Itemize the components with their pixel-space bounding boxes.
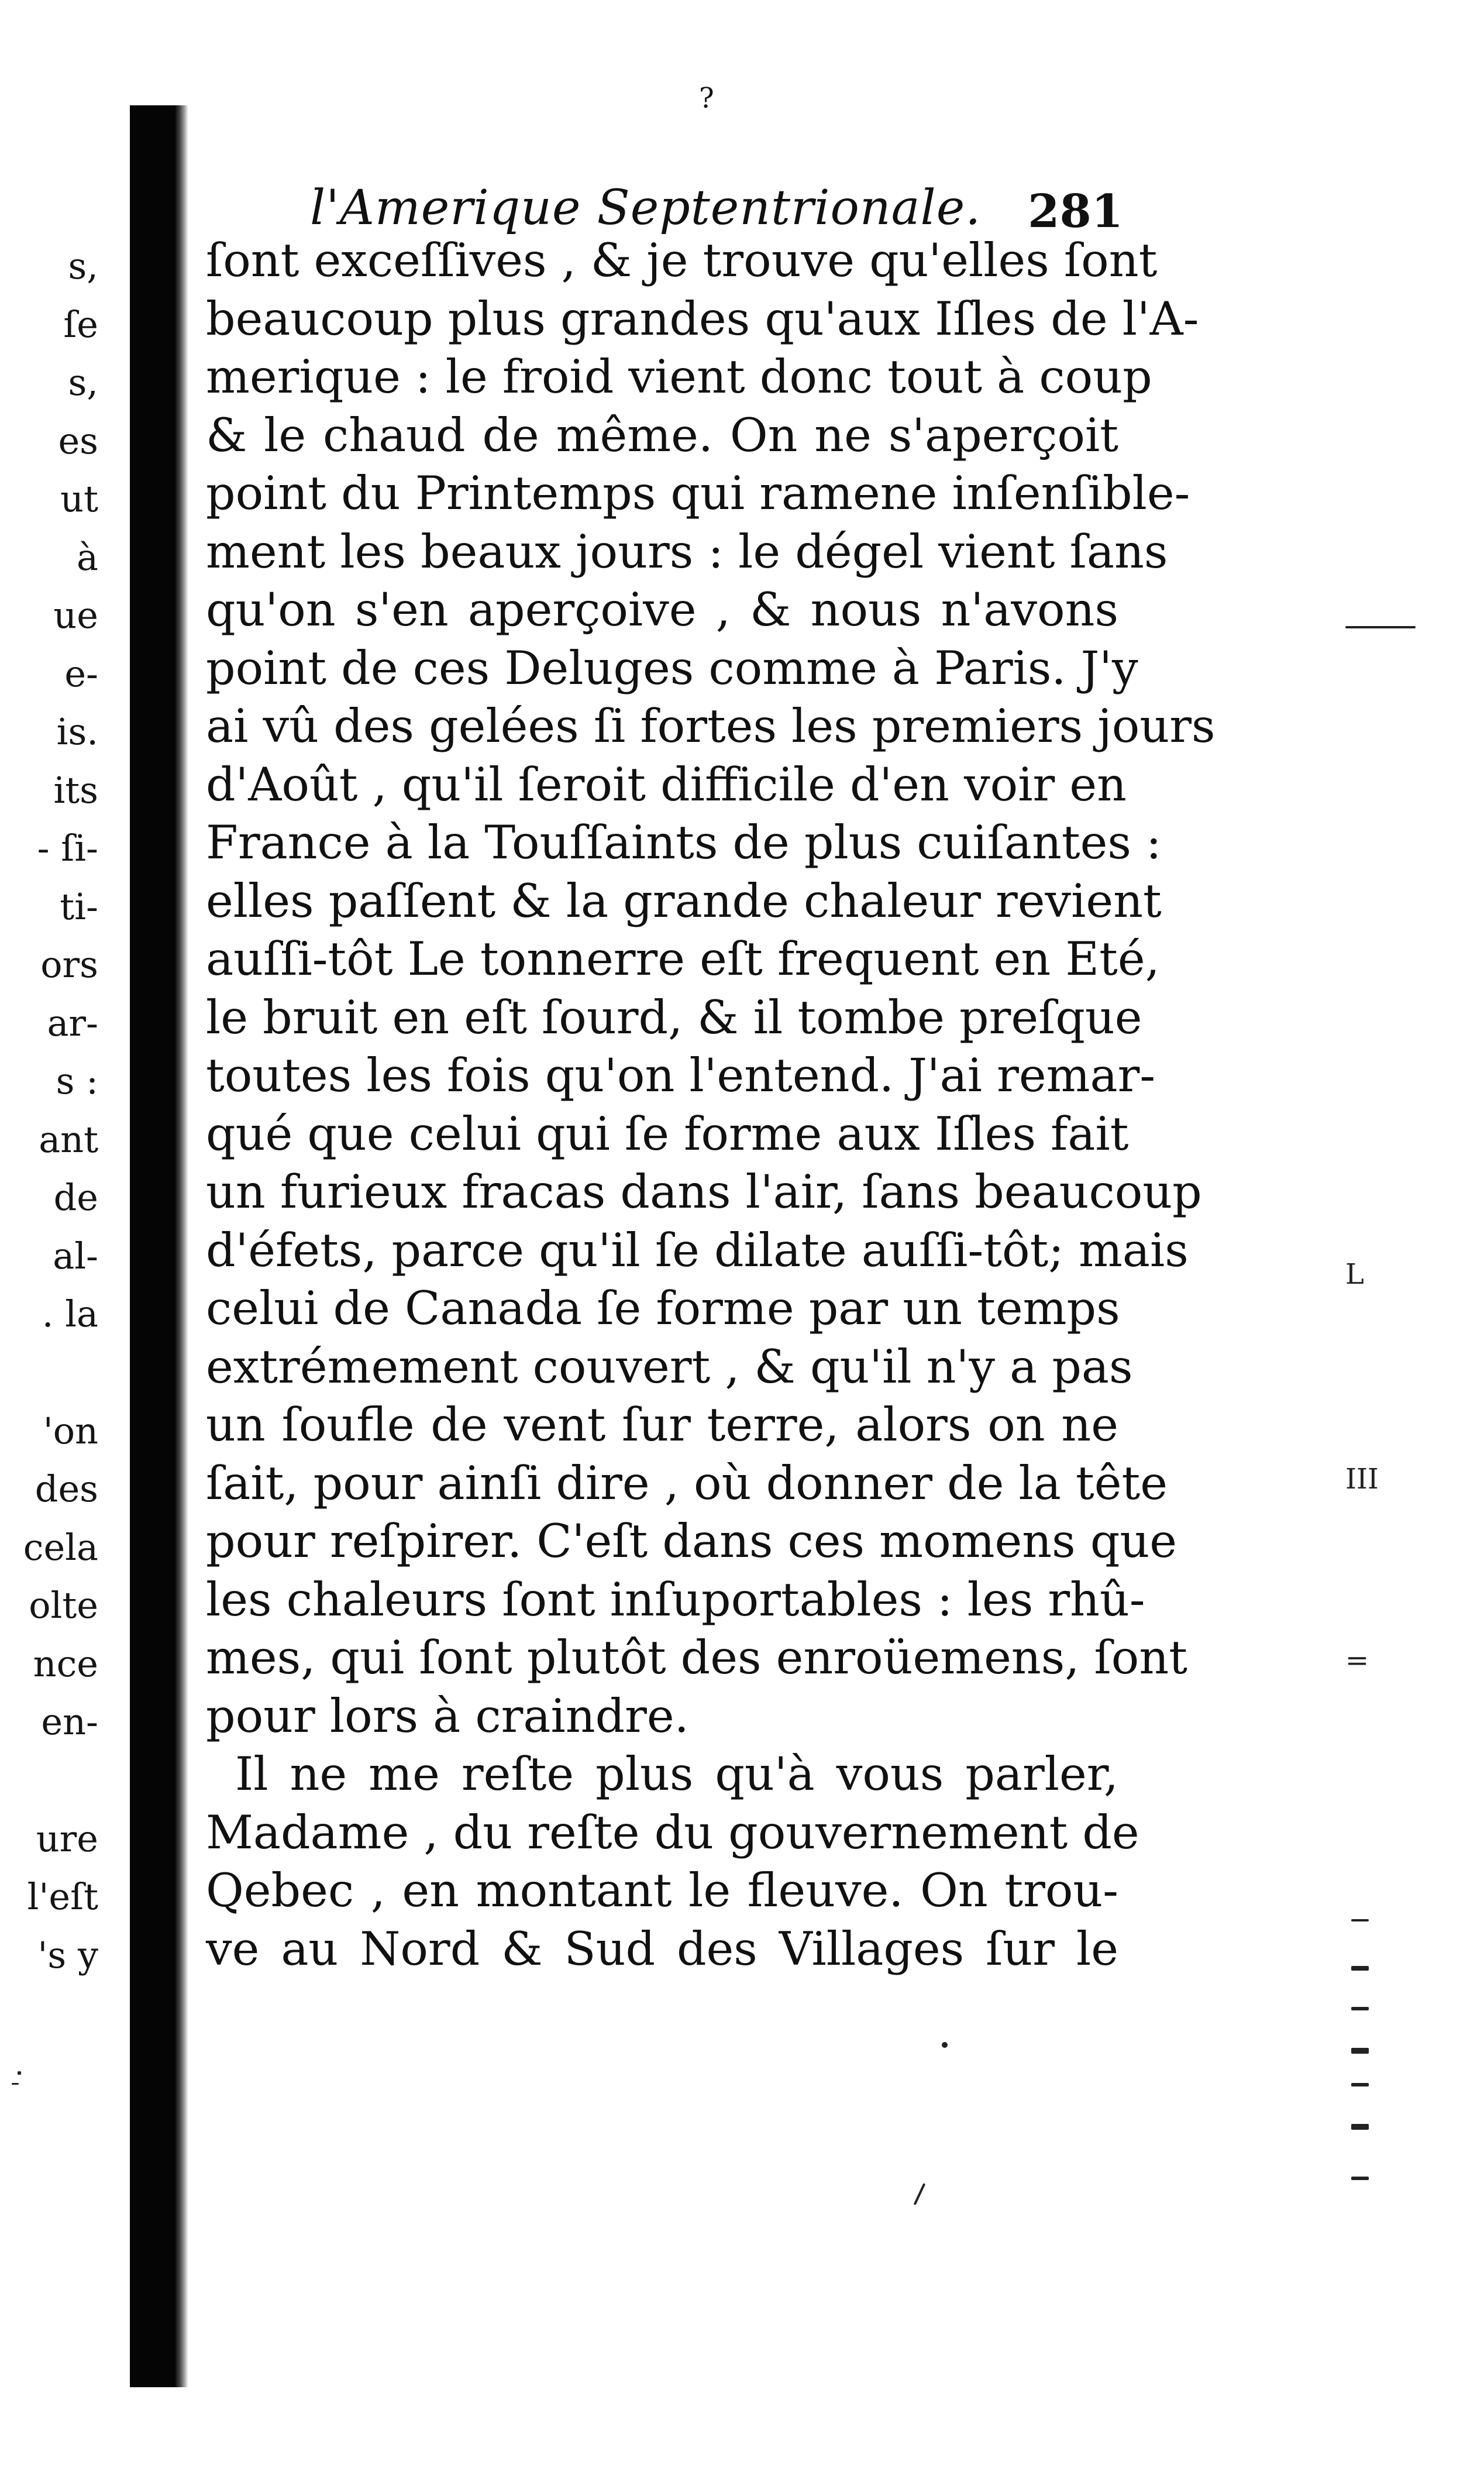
text-line: d'éfets, parce qu'il ſe dilate auſſi-tôt; mais <box>206 1223 1189 1277</box>
prev-page-fragment: en- <box>41 1700 98 1743</box>
page-number: 281 <box>1028 185 1123 238</box>
text-line: mes, qui ſont plutôt des enroüemens, ſont <box>206 1631 1187 1685</box>
text-line: merique : le froid vient donc tout à coup <box>206 350 1152 404</box>
speck <box>1351 2007 1369 2010</box>
text-line: elles paſſent & la grande chaleur revient <box>206 874 1162 928</box>
prev-page-fragment: ue <box>53 594 98 637</box>
text-line: pour lors à craindre. <box>206 1689 689 1743</box>
text-line: point de ces Deluges comme à Paris. J'y <box>206 641 1138 695</box>
prev-page-fragment: es <box>58 419 98 462</box>
text-line: ſont exceſſives , & je trouve qu'elles ſont <box>206 233 1158 287</box>
margin-mark: L <box>1345 1258 1364 1291</box>
prev-page-fragment: à <box>77 535 98 579</box>
text-line: auſſi-tôt Le tonnerre eſt frequent en Eté, <box>206 932 1160 986</box>
text-line: ſait, pour ainſi dire , où donner de la tête <box>206 1456 1168 1510</box>
prev-page-fragment: 's y <box>37 1933 98 1976</box>
prev-page-fragment: its <box>53 768 98 812</box>
previous-page-margin <box>0 237 117 1984</box>
text-line: Il ne me reſte plus qu'à vous parler, <box>235 1747 1118 1801</box>
speck <box>1351 1919 1369 1921</box>
margin-mark: = <box>1345 1644 1369 1677</box>
prev-page-fragment: ant <box>39 1118 98 1161</box>
text-line: extrémement couvert , & qu'il n'y a pas <box>206 1339 1133 1394</box>
prev-page-fragment: ſe <box>63 302 98 346</box>
header-title: l'Amerique Septentrionale. <box>310 180 982 236</box>
prev-page-fragment: olte <box>29 1584 98 1627</box>
text-line: toutes les fois qu'on l'entend. J'ai remar- <box>206 1049 1156 1102</box>
prev-page-fragment: - ſi- <box>37 827 98 869</box>
text-line: beaucoup plus grandes qu'aux Iſles de l'A- <box>206 291 1199 346</box>
speck <box>1351 2048 1369 2054</box>
body-text <box>206 232 1216 1978</box>
margin-mark: III <box>1345 1463 1379 1496</box>
speck <box>1351 1966 1369 1971</box>
text-line: qu'on s'en aperçoive , & nous n'avons <box>206 583 1118 637</box>
prev-page-fragment: s, <box>68 361 98 404</box>
prev-page-fragment: de <box>53 1176 98 1219</box>
prev-page-fragment: cela <box>23 1525 98 1569</box>
text-line: point du Printemps qui ramene inſenſible- <box>206 466 1190 520</box>
prev-page-fragment: . la <box>42 1292 98 1335</box>
prev-page-fragment: s : <box>56 1060 98 1102</box>
prev-page-fragment: nce <box>33 1642 98 1685</box>
prev-page-fragment: l'eſt <box>27 1875 98 1918</box>
text-line: pour reſpirer. C'eſt dans ces momens que <box>206 1514 1177 1568</box>
top-mark: ? <box>699 82 714 115</box>
speck <box>914 2183 926 2205</box>
margin-rule <box>1345 626 1416 628</box>
prev-page-fragment: ti- <box>60 885 98 928</box>
prev-page-fragment: 'on <box>43 1409 98 1452</box>
prev-page-fragment: ure <box>36 1817 98 1860</box>
prev-page-fragment: ors <box>40 943 98 986</box>
text-line: France à la Touſſaints de plus cuiſantes : <box>206 816 1162 869</box>
text-line: un furieux fracas dans l'air, ſans beaucoup <box>206 1165 1202 1219</box>
text-line: le bruit en eſt ſourd, & il tombe preſque <box>206 990 1142 1044</box>
text-line: & le chaud de même. On ne s'aperçoit <box>206 408 1118 462</box>
speck <box>1351 2083 1369 2086</box>
binding-gutter-edge <box>175 105 188 2387</box>
prev-page-fragment: ar- <box>47 1001 98 1044</box>
prev-page-fragment: is. <box>56 710 98 753</box>
text-line: ve au Nord & Sud des Villages ſur le <box>206 1921 1118 1976</box>
text-line: celui de Canada ſe forme par un temps <box>206 1281 1120 1335</box>
prev-page-fragment: s, <box>68 245 98 287</box>
prev-page-fragment: e- <box>64 652 98 695</box>
text-line: un ſoufle de vent ſur terre, alors on ne <box>206 1398 1118 1452</box>
speck <box>1351 2124 1369 2130</box>
prev-page-fragment: ut <box>60 477 98 520</box>
prev-page-fragment: des <box>35 1467 98 1510</box>
text-line: Qebec , en montant le fleuve. On trou- <box>206 1864 1118 1917</box>
text-line: d'Août , qu'il ſeroit difficile d'en voir en <box>206 757 1127 812</box>
text-line: Madame , du reſte du gouvernement de <box>206 1805 1139 1859</box>
speck <box>18 2071 21 2075</box>
text-line: les chaleurs ſont inſuportables : les rhû- <box>206 1572 1145 1627</box>
text-line: ment les beaux jours : le dégel vient ſans <box>206 524 1168 579</box>
speck <box>942 2042 948 2048</box>
speck <box>1351 2177 1369 2180</box>
prev-page-fragment: al- <box>53 1234 98 1277</box>
text-line: qué que celui qui ſe forme aux Iſles fait <box>206 1106 1129 1161</box>
text-line: ai vû des gelées ſi fortes les premiers jours <box>206 699 1216 753</box>
speck <box>12 2083 19 2085</box>
